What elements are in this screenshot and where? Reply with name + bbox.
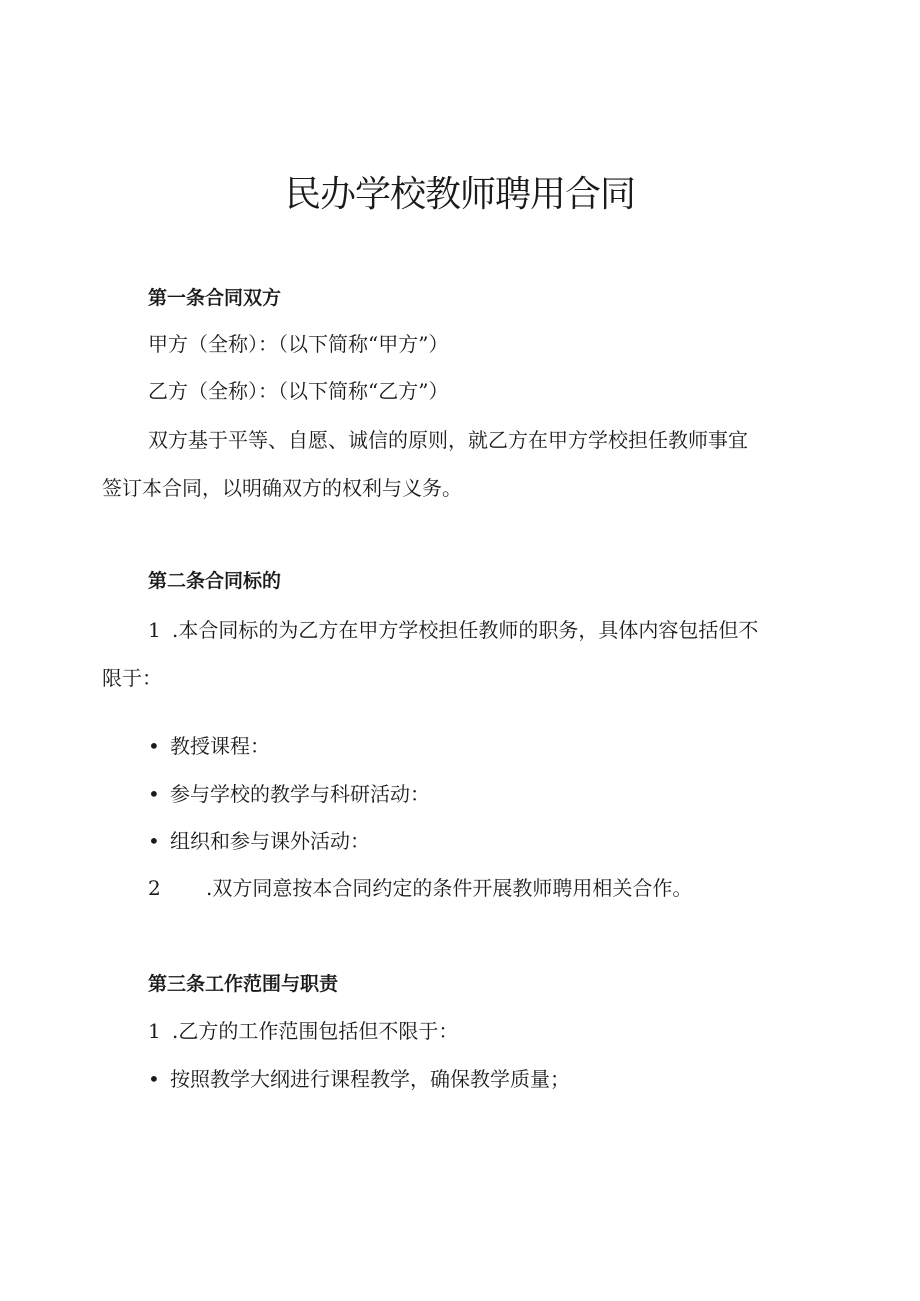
bullet-icon: •	[148, 782, 160, 806]
list-item	[148, 1065, 570, 1093]
list-item	[148, 780, 430, 808]
document-title: 民办学校教师聘用合同	[284, 174, 635, 215]
section-2-item-1-line-2: 限于：	[102, 666, 162, 690]
list-item-text: 组织和参与课外活动：	[170, 829, 370, 853]
section-2-item-1-line-1	[148, 616, 758, 644]
item-text: .乙方的工作范围包括但不限于：	[172, 1019, 459, 1043]
party-b-line: 乙方（全称）：（以下简称“乙方”）	[148, 379, 449, 403]
bullet-icon: •	[148, 829, 160, 853]
item-text: .双方同意按本合同约定的条件开展教师聘用相关合作。	[206, 876, 693, 900]
item-number: 1	[148, 618, 161, 642]
item-number: 2	[148, 876, 161, 900]
item-number: 1	[148, 1019, 161, 1043]
section-1-heading: 第一条合同双方	[148, 287, 282, 309]
item-text: .本合同标的为乙方在甲方学校担任教师的职务，具体内容包括但不	[172, 618, 759, 642]
section-1-paragraph-line-1: 双方基于平等、自愿、诚信的原则，就乙方在甲方学校担任教师事宜	[148, 428, 748, 452]
section-2-item-2	[148, 874, 692, 902]
list-item	[148, 732, 270, 760]
party-a-line: 甲方（全称）：（以下简称“甲方”）	[148, 332, 449, 356]
section-2-heading: 第二条合同标的	[148, 570, 282, 592]
bullet-icon: •	[148, 1067, 160, 1091]
section-3-item-1	[148, 1017, 458, 1045]
bullet-icon: •	[148, 734, 160, 758]
list-item-text: 参与学校的教学与科研活动：	[170, 782, 430, 806]
section-1-paragraph-line-2: 签订本合同，以明确双方的权利与义务。	[102, 476, 462, 500]
list-item-text: 按照教学大纲进行课程教学，确保教学质量；	[170, 1067, 570, 1091]
list-item	[148, 827, 370, 855]
section-3-heading: 第三条工作范围与职责	[148, 973, 339, 995]
list-item-text: 教授课程：	[170, 734, 270, 758]
